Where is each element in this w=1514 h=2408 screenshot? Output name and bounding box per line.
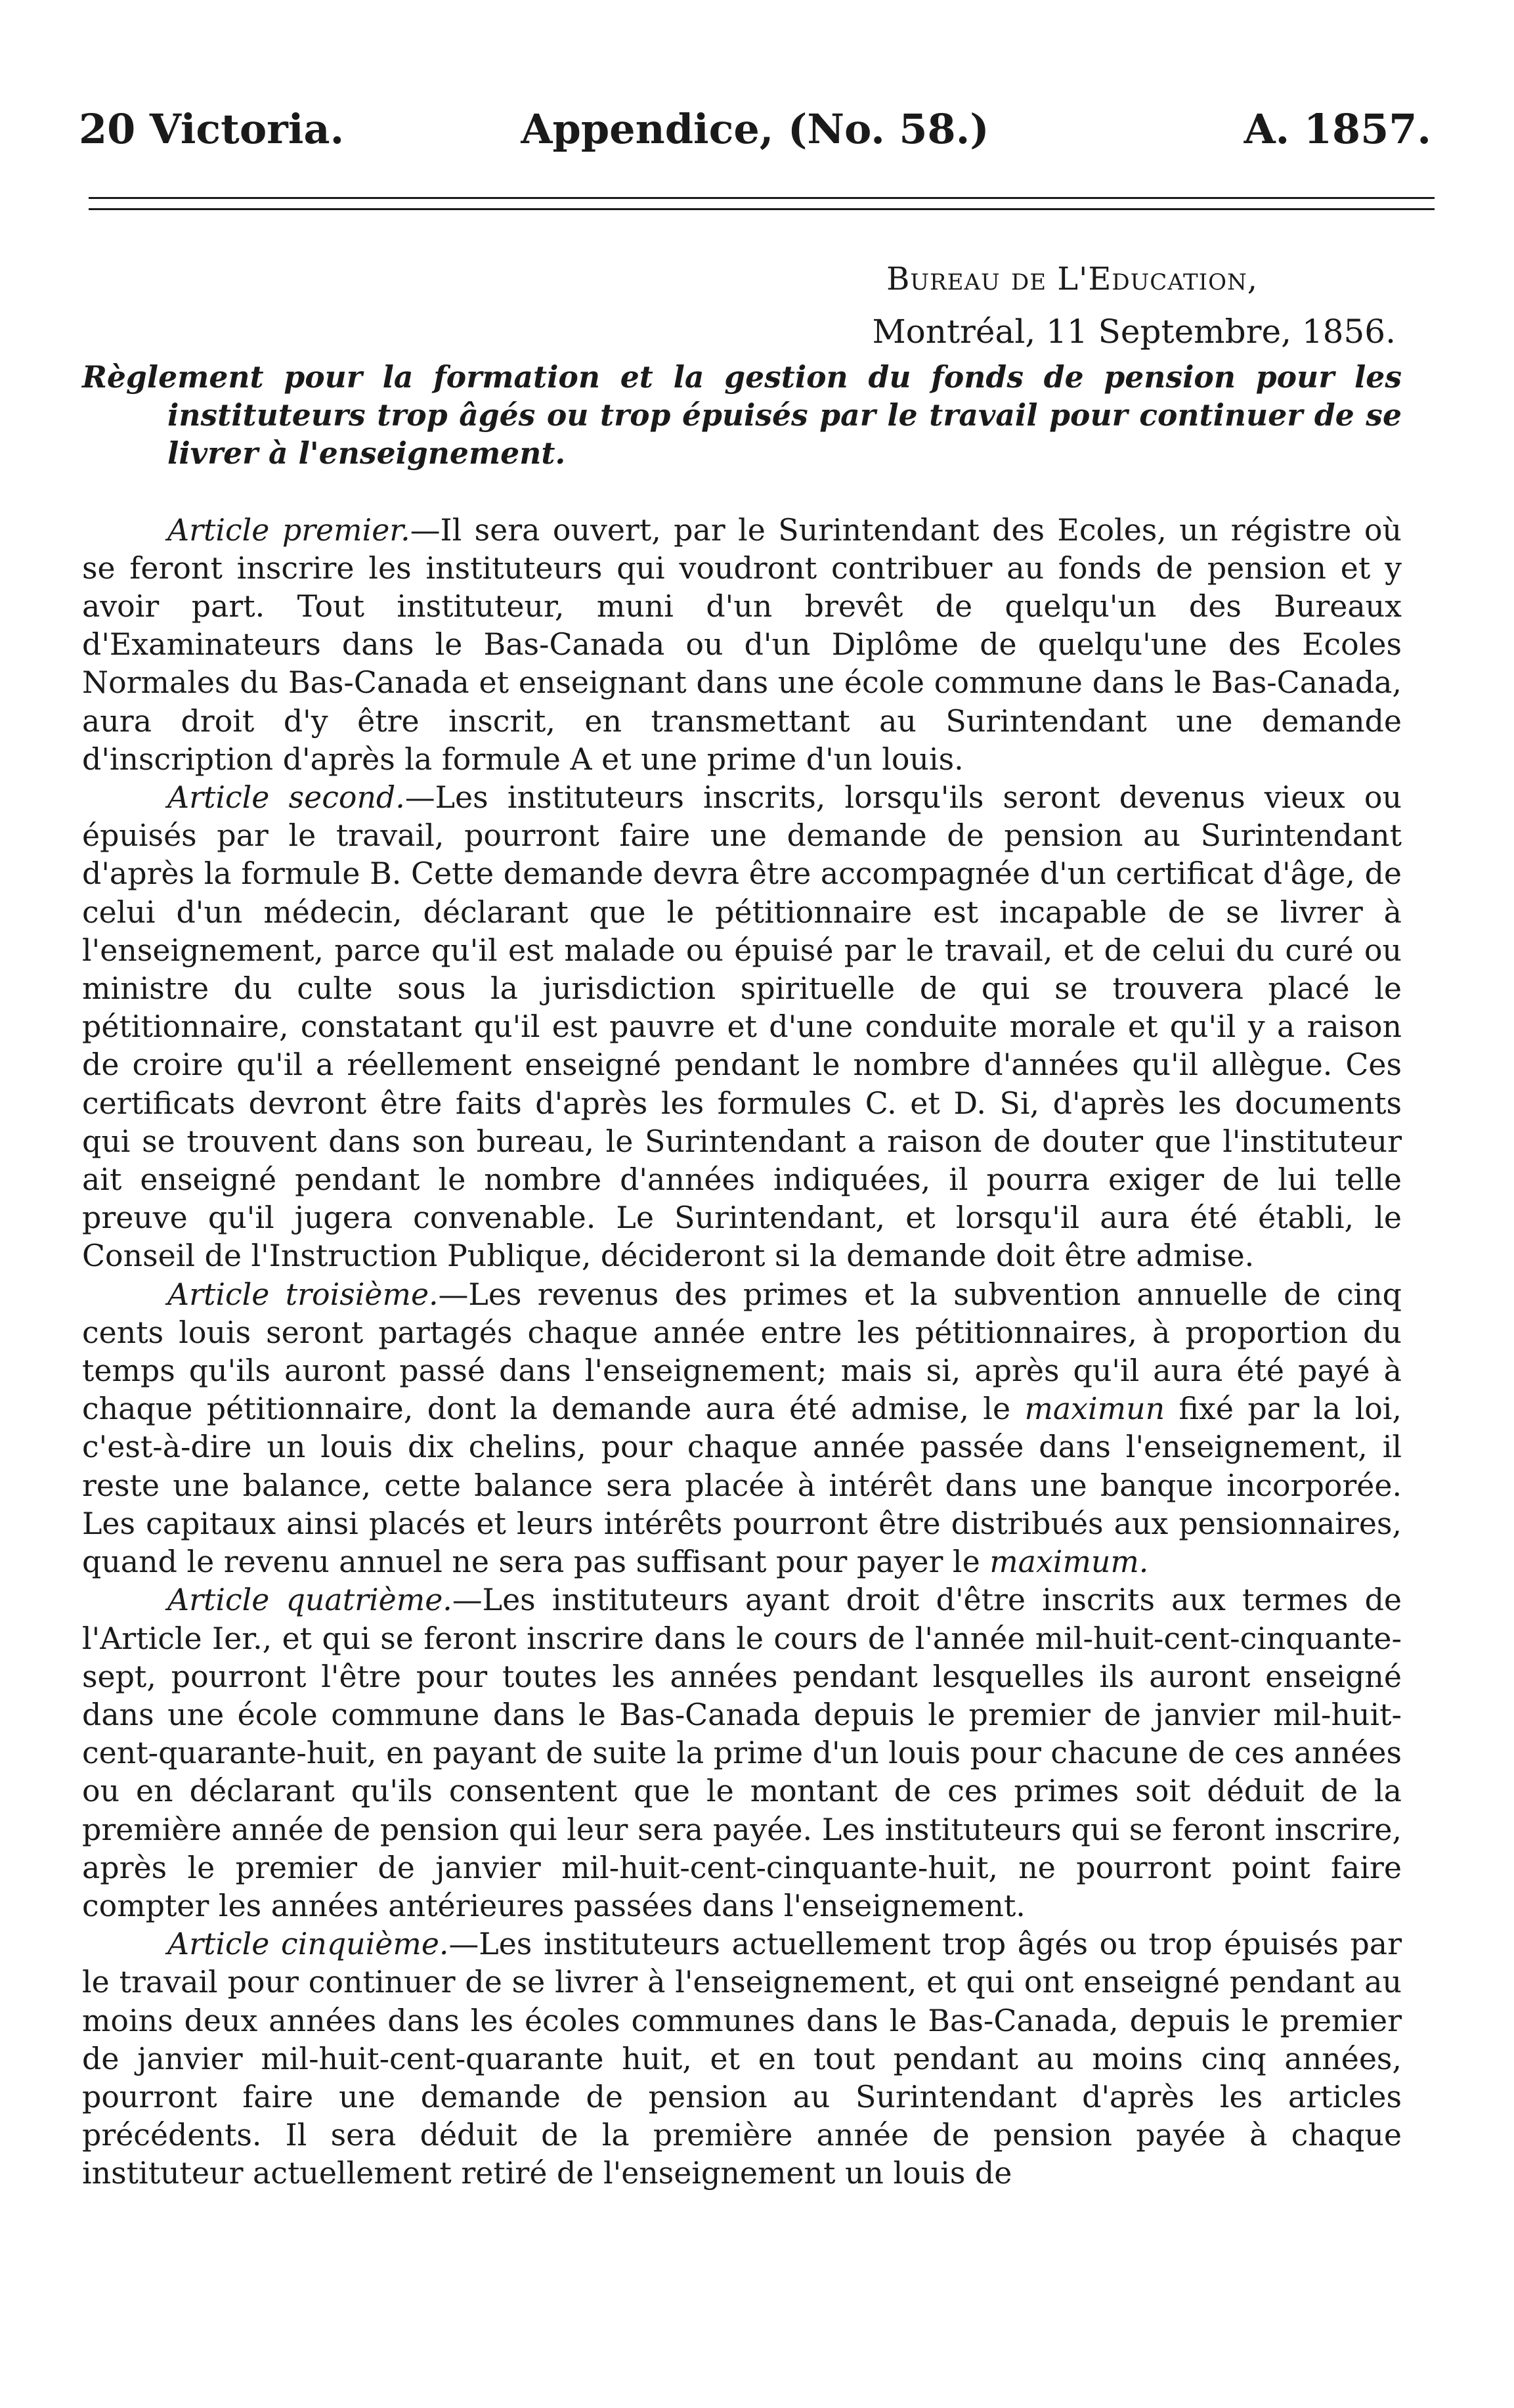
document-body — [82, 358, 1402, 2193]
running-head-center: Appendice, (No. 58.) — [521, 105, 989, 153]
article-text: —Il sera ouvert, par le Surintendant des Ecoles, un régistre où se feront inscrire les instituteurs qui voudront contribuer au fonds de pension et y avoir part. Tout instituteur, muni d'un brevêt de quelqu'un des Bureaux d'Examinateurs dans le Bas-Canada ou d'un Diplôme de quelqu'une des Ecoles Normales du Bas-Canada et enseignant dans une école commune dans le Bas-Canada, aura droit d'y être inscrit, en transmettant au Surintendant une demande d'inscription d'après la formule A et une prime d'un louis. — [82, 512, 1402, 777]
article-1 — [82, 511, 1402, 778]
article-heading: Article cinquième. — [167, 1926, 449, 1962]
article-5 — [82, 1925, 1402, 2192]
article-text: fixé par la loi, c'est-à-dire un louis dix chelins, pour chaque année passée dans l'enseignement, il reste une balance, cette balance sera placée à intérêt dans une banque incorporée. Les capitaux ainsi placés et leurs intérêts pourront être distribués aux pensionnaires, quand le revenu annuel ne sera pas suffisant pour payer le — [82, 1391, 1402, 1580]
article-text: —Les revenus des primes et la subvention annuelle de cinq cents louis seront partagés chaque année entre les pétitionnaires, à proportion du temps qu'ils auront passé dans l'enseignement; mais si, après qu'il aura été payé à chaque pétitionnaire, dont la demande aura été admise, le — [82, 1276, 1402, 1427]
letter-header — [872, 253, 1396, 358]
article-italic-term: maximum. — [989, 1544, 1149, 1580]
office-name: Bureau de L'Education, — [886, 261, 1258, 297]
running-head — [79, 105, 1431, 164]
article-heading: Article quatrième. — [167, 1582, 452, 1618]
article-italic-term: maximun — [1024, 1391, 1165, 1427]
running-head-right: A. 1857. — [1244, 105, 1431, 153]
article-3 — [82, 1275, 1402, 1581]
regulation-title: Règlement pour la formation et la gestion du fonds de pension pour les instituteurs trop âgés ou trop épuisés par le travail pour continuer de se livrer à l'enseignement. — [82, 359, 1402, 471]
running-head-left: 20 Victoria. — [79, 105, 345, 153]
article-heading: Article second. — [167, 779, 405, 816]
article-text: —Les instituteurs inscrits, lorsqu'ils seront devenus vieux ou épuisés par le travail, pourront faire une demande de pension au Surintendant d'après la formule B. Cette demande devra être accompagnée d'un certificat d'âge, de celui d'un médecin, déclarant que le pétitionnaire est incapable de se livrer à l'enseignement, parce qu'il est malade ou épuisé par le travail, et de celui du curé ou ministre du culte sous la jurisdiction spirituelle de qui se trouvera placé le pétitionnaire, constatant qu'il est pauvre et d'une conduite morale et qu'il y a raison de croire qu'il a réellement enseigné pendant le nombre d'années qu'il allègue. Ces certificats devront être faits d'après les formules C. et D. Si, d'après les documents qui se trouvent dans son bureau, le Surintendant a raison de douter que l'instituteur ait enseigné pendant le nombre d'années indiquées, il pourra exiger de lui telle preuve qu'il jugera convenable. Le Surintendant, et lorsqu'il aura été établi, le Conseil de l'Instruction Publique, décideront si la demande doit être admise. — [82, 779, 1402, 1274]
date-line: Montréal, 11 Septembre, 1856. — [872, 313, 1396, 351]
double-rule-divider — [89, 197, 1435, 210]
article-heading: Article troisième. — [167, 1276, 439, 1312]
article-4 — [82, 1581, 1402, 1925]
article-text: —Les instituteurs ayant droit d'être inscrits aux termes de l'Article Ier., et qui se feront inscrire dans le cours de l'année mil-huit-cent-cinquante-sept, pourront l'être pour toutes les années pendant lesquelles ils auront enseigné dans une école commune dans le Bas-Canada depuis le premier de janvier mil-huit-cent-quarante-huit, en payant de suite la prime d'un louis pour chacune de ces années ou en déclarant qu'ils consentent que le montant de ces primes soit déduit de la première année de pension qui leur sera payée. Les instituteurs qui se feront inscrire, après le premier de janvier mil-huit-cent-cinquante-huit, ne pourront point faire compter les années antérieures passées dans l'enseignement. — [82, 1582, 1402, 1923]
article-2 — [82, 778, 1402, 1275]
article-heading: Article premier. — [167, 512, 410, 548]
article-text: —Les instituteurs actuellement trop âgés ou trop épuisés par le travail pour continuer de se livrer à l'enseignement, et qui ont enseigné pendant au moins deux années dans les écoles communes dans le Bas-Canada, depuis le premier de janvier mil-huit-cent-quarante huit, et en tout pendant au moins cinq années, pourront faire une demande de pension au Surintendant d'après les articles précédents. Il sera déduit de la première année de pension payée à chaque instituteur actuellement retiré de l'enseignement un louis de — [82, 1926, 1402, 2191]
